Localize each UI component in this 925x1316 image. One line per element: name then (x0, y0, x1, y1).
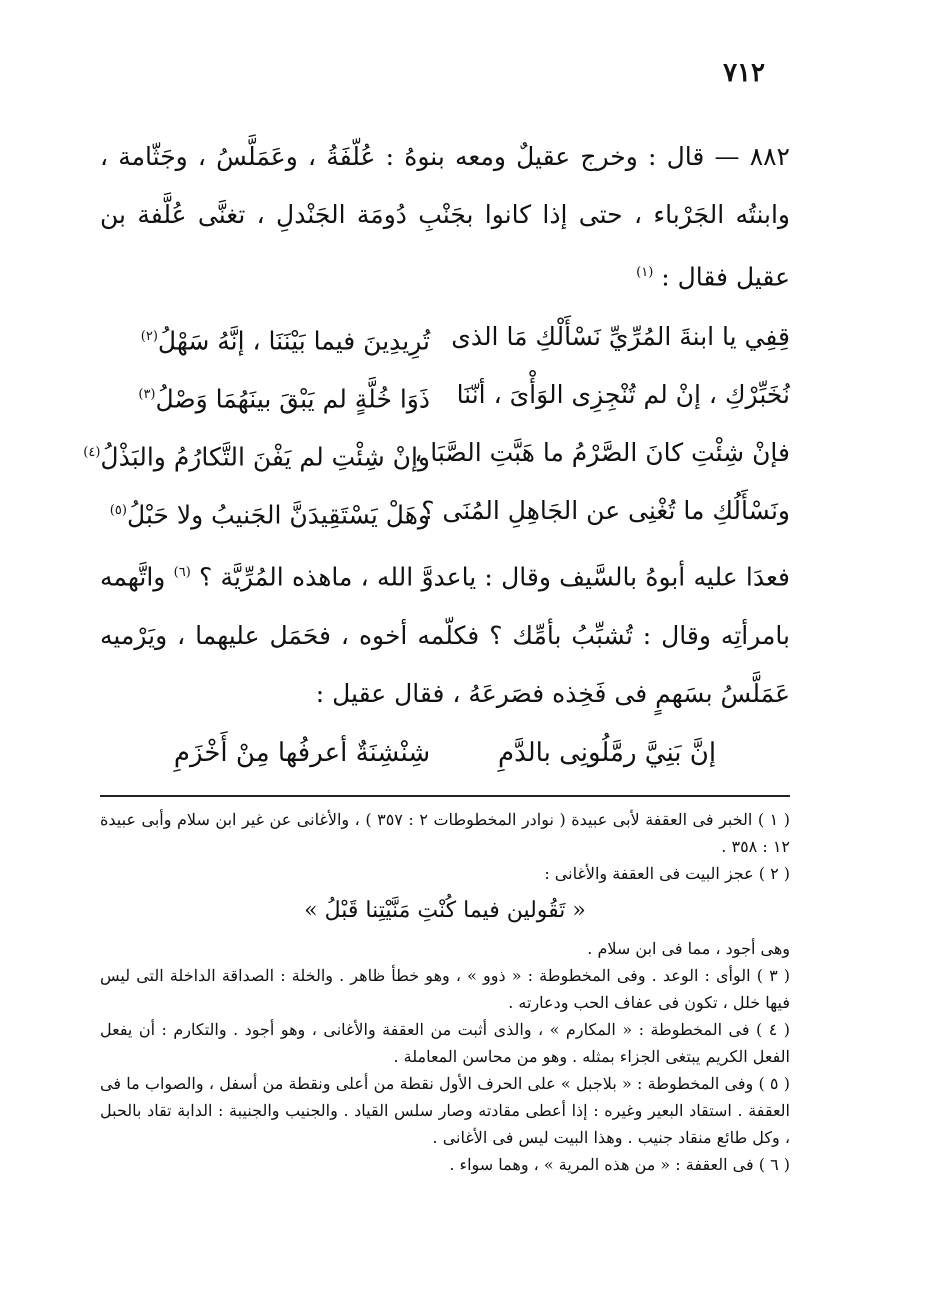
footnote-5: ( ٥ ) وفى المخطوطة : « بلاجبل » على الحرف الأول نقطة من أعلى ونقطة من أسفل ، والصواب ما فى العقفة . استقاد البعير وغيره : إذا أعطى مقادته وصار سلس القياد . والجنيب والجنيبة : الدابة تقاد بالحبل ، وكل طائع منقاد جنيب . وهذا البيت ليس فى الأغانى . (100, 1074, 790, 1147)
paragraph-narrative-text: فعدَا عليه أبوهُ بالسَّيف وقال : ياعدوَّ الله ، ماهذه المُرِّيَّة ؟ (199, 562, 790, 592)
paragraph-intro (100, 128, 790, 306)
verse-4-second-text: وهَلْ يَسْتَقِيدَنَّ الجَنيبُ ولا حَبْلُ (126, 500, 430, 530)
footnote-1: ( ١ ) الخبر فى العقفة لأبى عبيدة ( نوادر المخطوطات ٢ : ٣٥٧ ) ، والأغانى عن غير ابن سلام وأبى عبيدة ١٢ : ٣٥٨ . (100, 810, 791, 856)
footnote-ref-6: (٦) (173, 565, 191, 581)
verse-2-second-text: ذَوَا خُلَّةٍ لم يَبْقَ بينَهُمَا وَصْلُ (155, 384, 430, 414)
verse-4-second (100, 482, 430, 540)
verse-2-first: نُخَبِّرْكِ ، إنْ لم تُنْجِزِى الوَأْىَ ، أنّنَا (456, 380, 790, 410)
verse-1-second (100, 308, 430, 366)
footnote-ref-2: (٢) (140, 329, 158, 345)
page-number: ٧١٢ (723, 58, 765, 88)
verse-3-second-text: وإنْ شِئْتِ لم يَفْنَ التَّكارُمُ والبَذْلُ (100, 442, 430, 472)
verse-3-second (83, 424, 430, 482)
verse-3 (83, 424, 790, 482)
footnote-2-verse: « تَقُولين فيما كُنْتِ مَنَّيْتِنا قَبْلُ » (304, 898, 586, 923)
footnote-ref-1: (١) (636, 265, 654, 280)
footnote-ref-4: (٤) (83, 445, 101, 461)
footnote-6: ( ٦ ) فى العقفة : « من هذه المرية » ، وهما سواء . (449, 1155, 790, 1174)
footnotes (100, 806, 790, 1178)
closing-verse-first: إنَّ بَنِيَّ رمَّلُونِى بالدَّمِ (497, 737, 717, 768)
footnote-ref-5: (٥) (109, 503, 127, 519)
footnote-2: ( ٢ ) عجز البيت فى العقفة والأغانى : (544, 864, 790, 883)
verse-2-second (100, 366, 430, 424)
closing-verse-second: شِنْشِنَةٌ أعرفُها مِنْ أَخْزَمِ (173, 737, 431, 768)
footnote-ref-3: (٣) (138, 387, 156, 403)
paragraph-intro-text: ٨٨٢ — قال : وخرج عقيلٌ ومعه بنوهُ : عُلّفَةُ ، وعَمَلَّسُ ، وجَثّامة ، وابنتُه الجَرْباء ، حتى إذا كانوا بجَنْبِ دُومَة الجَنْدلِ ، تغنَّى عُلَّفة بن عقيل فقال : (100, 142, 790, 292)
verse-3-first: فإنْ شِئْتِ كانَ الصَّرْمُ ما هَبَّتِ الصَّبَا ، (414, 438, 790, 468)
footnote-2-tail: وهى أجود ، مما فى ابن سلام . (587, 939, 790, 958)
verse-1-first: قِفِي يا ابنةَ المُرِّيِّ نَسْأَلْكِ مَا الذى (451, 322, 790, 352)
footnote-4: ( ٤ ) فى المخطوطة : « المكارم » ، والذى أثبت من العقفة والأغانى ، وهو أجود . والتكارم : أن يفعل الفعل الكريم يبتغى الجزاء بمثله . وهو من محاسن المعاملة . (100, 1020, 791, 1066)
paragraph-narrative (100, 544, 790, 722)
poem-verses (83, 308, 790, 540)
verse-1-second-text: تُرِيدِينَ فيما بَيْنَنَا ، إنَّهُ سَهْلُ (157, 326, 430, 356)
verse-2 (100, 366, 790, 424)
paragraph-narrative-cont: واتَّهمه بامرأتِه وقال : تُشبِّبُ بأمِّك ؟ فكلّمه أخوه ، فحَمَل عليهما ، ويَرْميه عَمَلَّسُ بسَهمٍ فى فَخِذه فصَرعَهُ ، فقال عقيل : (100, 562, 790, 708)
main-text (83, 128, 790, 783)
closing-verse (100, 723, 790, 783)
verse-4-first: ونَسْأَلُكِ ما تُغْنِى عن الجَاهِلِ المُنَى ؟ (421, 496, 790, 526)
footnote-divider (100, 795, 790, 797)
footnote-3: ( ٣ ) الوأى : الوعد . وفى المخطوطة : « ذوو » ، وهو خطأ ظاهر . والخلة : الصداقة الداخلة التى ليس فيها خلل ، تكون فى عفاف الحب ودعارته . (100, 966, 791, 1012)
verse-4 (100, 482, 790, 540)
verse-1 (100, 308, 790, 366)
